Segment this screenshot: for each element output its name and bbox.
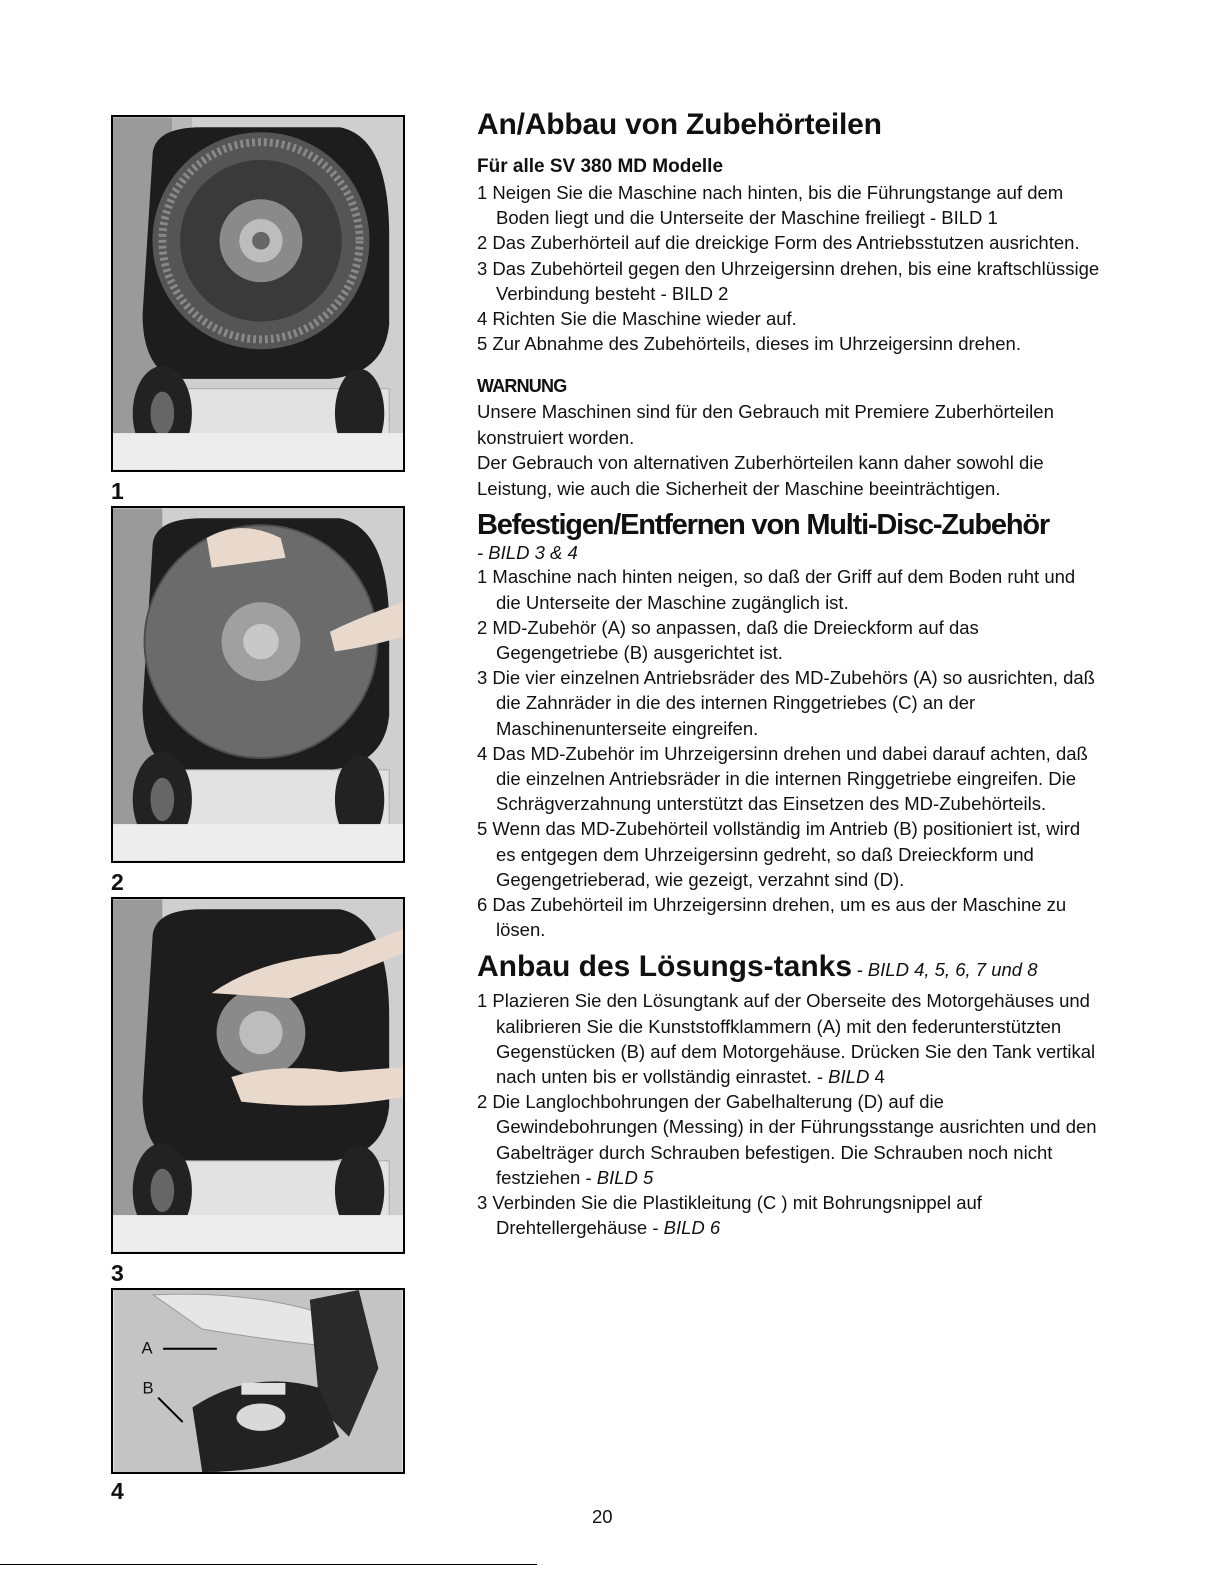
section-title: Befestigen/Entfernen von Multi-Disc-Zubehör [477,509,1049,542]
solution-tank-illustration-4 [113,1290,403,1472]
photo-3 [111,897,405,1254]
step: 3 Die vier einzelnen Antriebsräder des MD-Zubehörs (A) so ausrichten, daß die Zahnräder in die des internen Ringgetriebes (C) an der Maschinenunterseite eingreifen. [477,667,1095,739]
step: 1 Maschine nach hinten neigen, so daß der Griff auf dem Boden ruht und die Unterseite der Maschine zugänglich ist. [477,566,1076,613]
step [477,1089,1102,1190]
step: 1 Neigen Sie die Maschine nach hinten, bis die Führungstange auf dem Boden liegt und die Unterseite der Maschine freiliegt - BILD 1 [477,182,1064,229]
step-ref: BILD 6 [663,1217,721,1239]
warning-text: Der Gebrauch von alternativen Zuberhörteilen kann daher sowohl die Leistung, wie auch die Sicherheit der Maschine beeinträchtigen. [477,452,1044,499]
photo-2 [111,506,405,863]
step-text: 2 Die Langlochbohrungen der Gabelhalterung (D) auf die Gewindebohrungen (Messing) in der Führungsstange ausrichten und den Gabelträger durch Schrauben befestigen. Die Schrauben noch nicht festziehen - [477,1091,1097,1188]
step-ref-num: 4 [874,1066,885,1088]
callout-b: B [142,1378,154,1398]
warning-title: WARNUNG [477,376,567,397]
section-title: An/Abbau von Zubehörteilen [477,108,882,141]
figure-number: 1 [111,478,124,504]
figure-number: 4 [111,1478,124,1504]
step-ref: BILD [828,1066,870,1088]
step [477,988,1102,1089]
section-title: Anbau des Lösungs-tanks [477,950,853,984]
step-text: 1 Plazieren Sie den Lösungtank auf der Oberseite des Motorgehäuses und kalibrieren Sie die Kunststoffklammern (A) mit den federunterstützten Gegenstücken (B) auf dem Motorgehäuse. Drücken Sie den Tank vertikal nach unten bis er vollständig einrastet. - [477,990,1096,1088]
figure-reference: - BILD 3 & 4 [477,542,578,564]
photo-4 [111,1288,405,1474]
step: 4 Das MD-Zubehör im Uhrzeigersinn drehen und dabei darauf achten, daß die einzelnen Antriebsräder in die internen Ringgetriebe eingreifen. Die Schrägverzahnung unterstützt das Einsetzen des MD-Zubehörteils. [477,742,1088,815]
section-subtitle: Für alle SV 380 MD Modelle [477,156,724,177]
text-column [477,108,1102,1241]
step: 4 Richten Sie die Maschine wieder auf. [477,308,797,330]
figure-number: 3 [111,1260,124,1286]
footer-rule [0,1564,537,1565]
disc-rotation-illustration-3 [113,899,403,1252]
step: 6 Das Zubehörteil im Uhrzeigersinn drehen, um es aus der Maschine zu lösen. [477,894,1067,941]
figure-number: 2 [111,869,124,895]
step: 2 MD-Zubehör (A) so anpassen, daß die Dreieckform auf das Gegengetriebe (B) ausgerichtet ist. [477,616,979,664]
disc-attachment-illustration-2 [113,508,403,861]
step: 5 Zur Abnahme des Zubehörteils, dieses im Uhrzeigersinn drehen. [477,333,1021,355]
callout-a: A [141,1338,153,1358]
photo-1 [111,115,405,472]
section-heading [477,950,1102,984]
machine-underside-illustration-1 [113,117,403,470]
warning-text: Unsere Maschinen sind für den Gebrauch mit Premiere Zuberhörteilen konstruiert worden. [477,401,1054,448]
step: 3 Das Zubehörteil gegen den Uhrzeigersinn drehen, bis eine kraftschlüssige Verbindung besteht - BILD 2 [477,257,1100,304]
step: 2 Das Zuberhörteil auf die dreickige Form des Antriebsstutzen ausrichten. [477,232,1080,254]
step [477,1190,1102,1240]
step-text: 3 Verbinden Sie die Plastikleitung (C ) mit Bohrungsnippel auf Drehtellergehäuse - [477,1192,982,1239]
step-ref: BILD 5 [596,1166,654,1188]
page-number: 20 [592,1506,613,1527]
figure-reference: - BILD 4, 5, 6, 7 und 8 [856,959,1038,981]
step: 5 Wenn das MD-Zubehörteil vollständig im Antrieb (B) positioniert ist, wird es entgegen dem Uhrzeigersinn gedreht, so daß Dreieckform und Gegengetrieberad, wie gezeigt, verzahnt sind (D). [477,818,1081,890]
